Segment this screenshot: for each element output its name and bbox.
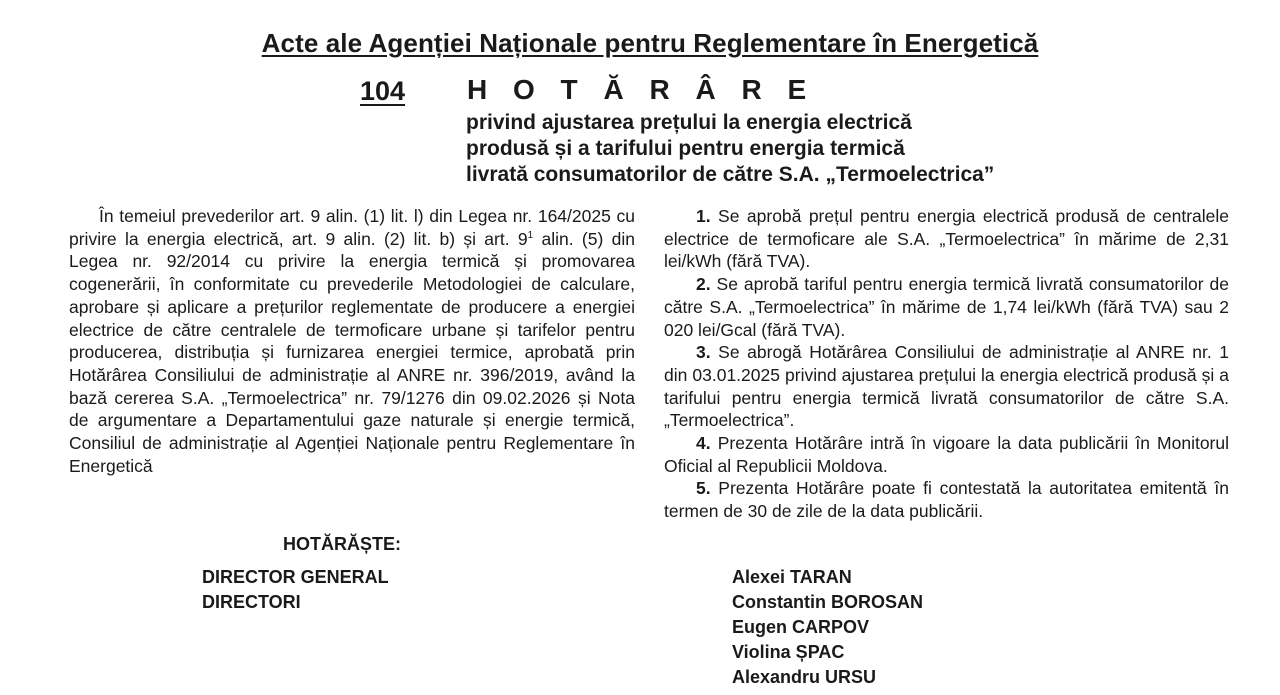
subject-line: livrată consumatorilor de către S.A. „Termoelectrica”: [466, 163, 995, 186]
article-5: [664, 477, 1229, 522]
preamble-paragraph: [69, 205, 635, 477]
signatory-roles: [202, 565, 389, 615]
subject-line: produsă și a tarifului pentru energia termică: [466, 137, 905, 160]
decree-number: 104: [360, 76, 406, 106]
article-number: 4.: [696, 433, 711, 454]
signatory-name: Violina ȘPAC: [732, 642, 845, 662]
article-text: Prezenta Hotărâre poate fi contestată la autoritatea emitentă în termen de 30 de zile de la data publicării.: [664, 478, 1229, 522]
decree-subject: [466, 110, 1166, 188]
article-number: 3.: [696, 342, 711, 363]
preamble-text-start: În temeiul prevederilor art. 9 alin. (1) lit. l) din Legea nr. 164/2025 cu privire la energia electrică, art. 9 alin. (2) lit. b) și art. 9: [69, 206, 635, 249]
article-number: 5.: [696, 478, 711, 499]
article-3: [664, 341, 1229, 432]
preamble-column: [69, 205, 635, 477]
articles-column: [664, 205, 1229, 523]
signatory-names: [732, 565, 923, 690]
article-text: Se aprobă tariful pentru energia termică livrată consumatorilor de către S.A. „Termoelectrica” în mărime de 1,74 lei/kWh (fără TVA) sau 2 020 lei/Gcal (fără TVA).: [664, 274, 1229, 340]
decree-type: H O T Ă R Â R E: [467, 74, 816, 105]
signatory-name: Alexei TARAN: [732, 567, 852, 587]
article-text: Se abrogă Hotărârea Consiliului de administrație al ANRE nr. 1 din 03.01.2025 privind ajustarea prețului la energia electrică produsă și a tarifului pentru energia termică livrată consumatorilor de către S.A. „Termoelectrica”.: [664, 342, 1229, 431]
article-1: [664, 205, 1229, 273]
superscript-index: 1: [527, 229, 534, 241]
preamble-text-end: alin. (5) din Legea nr. 92/2014 cu privire la energia termică și promovarea cogenerării, în conformitate cu prevederile Metodologiei de calculare, aprobare și aplicare a prețurilor reglementate de producere a energiei electrice de către centralele de termoficare urbane și tarifelor pentru producerea, distribuția și furnizarea energiei termice, aprobată prin Hotărârea Consiliului de administrație al ANRE nr. 396/2019, având la bază cererea S.A. „Termoelectrica” nr. 79/1276 din 09.02.2026 și Nota de argumentare a Departamentului gaze naturale și energie termică, Consiliul de administrație al Agenției Naționale pentru Reglementare în Energetică: [69, 228, 635, 476]
subject-line: privind ajustarea prețului la energia electrică: [466, 111, 912, 134]
signatory-name: Constantin BOROSAN: [732, 592, 923, 612]
article-4: [664, 432, 1229, 477]
article-2: [664, 273, 1229, 341]
article-text: Prezenta Hotărâre intră în vigoare la data publicării în Monitorul Oficial al Republicii Moldova.: [664, 433, 1229, 476]
role-directors: DIRECTORI: [202, 592, 301, 612]
article-number: 2.: [696, 274, 711, 295]
signatory-name: Eugen CARPOV: [732, 617, 870, 637]
article-number: 1.: [696, 206, 711, 226]
decides-heading: HOTĂRĂȘTE:: [283, 534, 401, 554]
role-director-general: DIRECTOR GENERAL: [202, 567, 389, 587]
signatory-name: Alexandru URSU: [732, 667, 877, 687]
article-text: Se aprobă prețul pentru energia electrică produsă de centralele electrice de termoficare ale S.A. „Termoelectrica” în mărime de 2,31 lei/kWh (fără TVA).: [664, 206, 1229, 272]
publication-header: Acte ale Agenției Naționale pentru Reglementare în Energetică: [261, 28, 1039, 58]
